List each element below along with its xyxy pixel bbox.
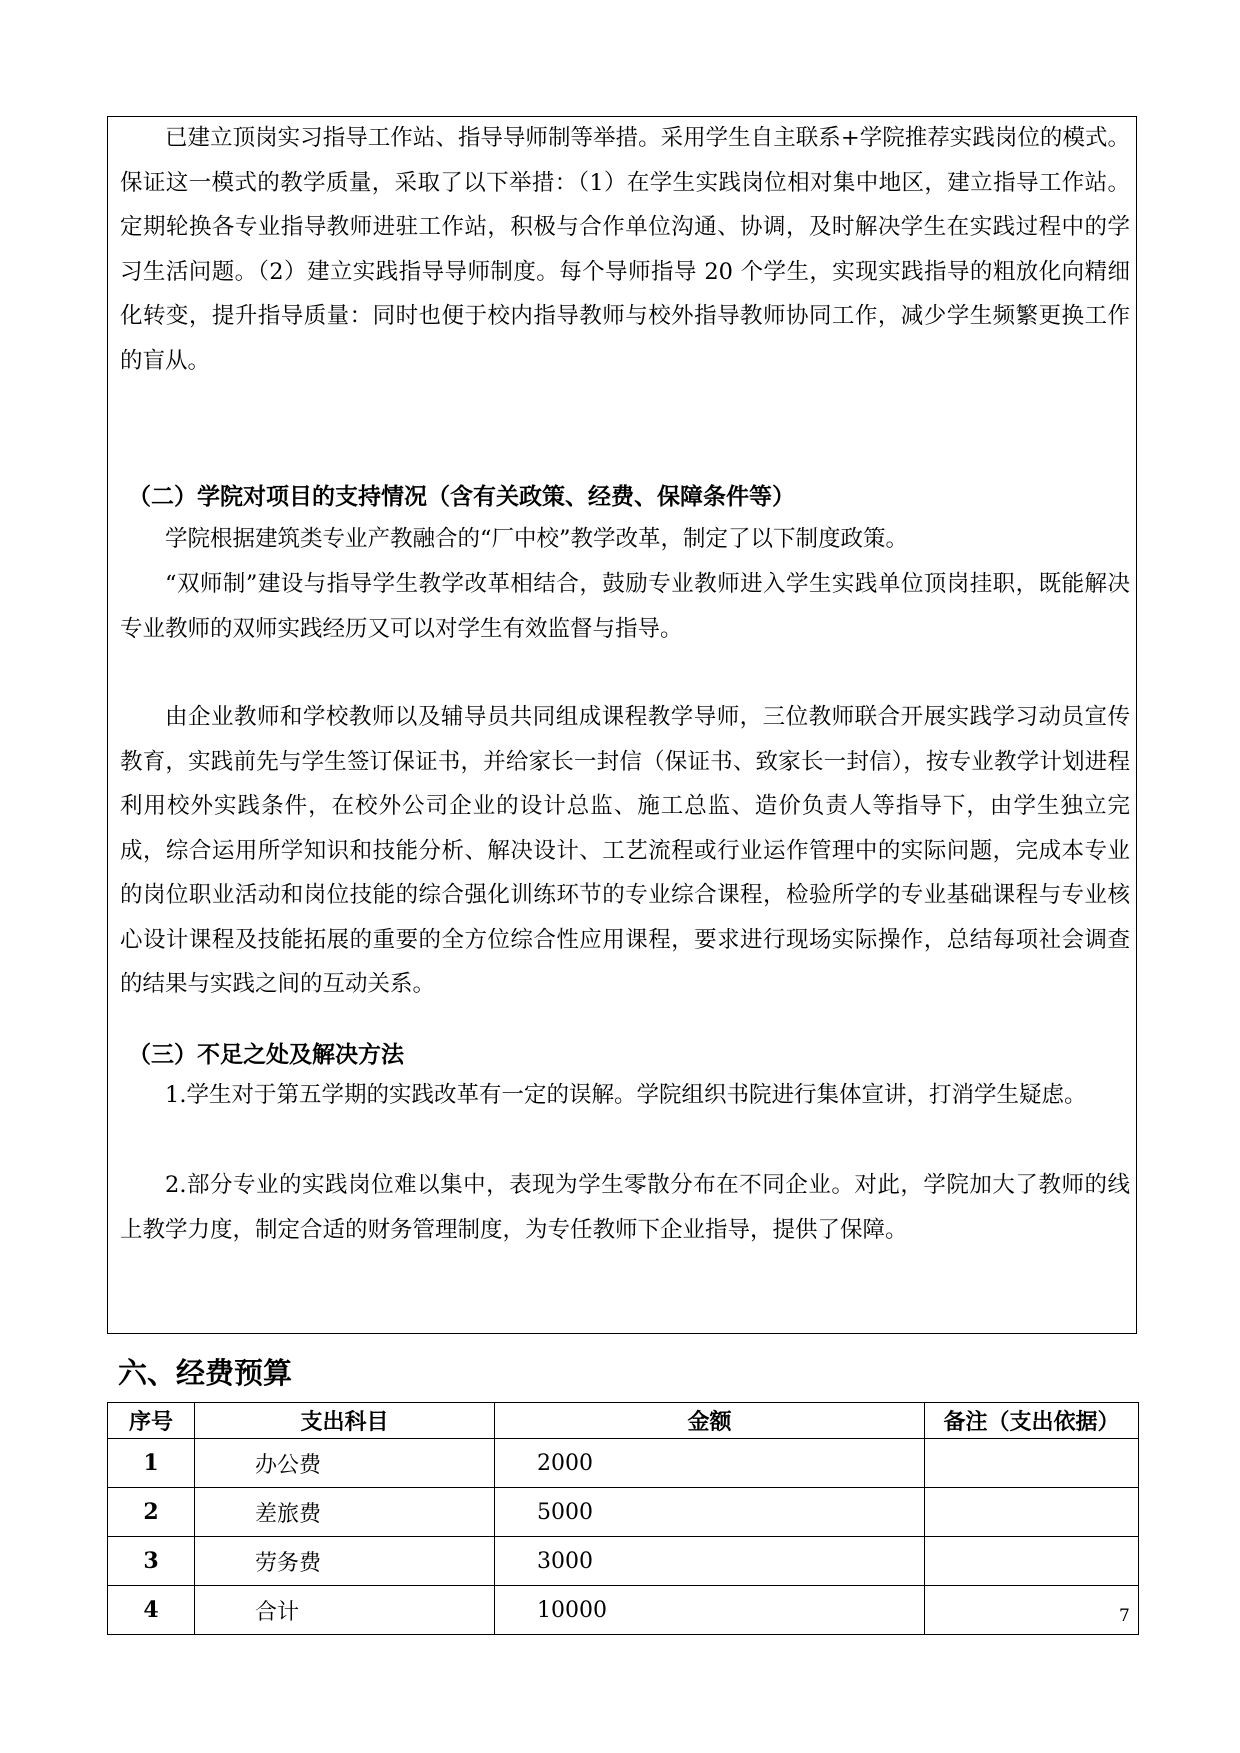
- budget-table: [107, 1402, 1139, 1635]
- header-index: 序号: [108, 1403, 195, 1439]
- row-item: 劳务费: [195, 1537, 495, 1586]
- paragraph-course-mentors: 由企业教师和学校教师以及辅导员共同组成课程教学导师，三位教师联合开展实践学习动员宣传教育，实践前先与学生签订保证书，并给家长一封信（保证书、致家长一封信），按专业教学计划进程利用校外实践条件，在校外公司企业的设计总监、施工总监、造价负责人等指导下，由学生独立完成，综合运用所学知识和技能分析、解决设计、工艺流程或行业运作管理中的实际问题，完成本专业的岗位职业活动和岗位技能的综合强化训练环节的专业综合课程，检验所学的专业基础课程与专业核心设计课程及技能拓展的重要的全方位综合性应用课程，要求进行现场实际操作，总结每项社会调查的结果与实践之间的互动关系。: [120, 704, 1130, 997]
- row-amount: 10000: [495, 1586, 925, 1635]
- row-amount: 5000: [495, 1488, 925, 1537]
- header-amount: 金额: [495, 1403, 925, 1439]
- paragraph-practice-measures: 已建立顶岗实习指导工作站、指导导师制等举措。采用学生自主联系+学院推荐实践岗位的模式。保证这一模式的教学质量，采取了以下举措：（1）在学生实践岗位相对集中地区，建立指导工作站。定期轮换各专业指导教师进驻工作站，积极与合作单位沟通、协调，及时解决学生在实践过程中的学习生活问题。（2）建立实践指导导师制度。每个导师指导 20 个学生，实现实践指导的粗放化向精细化转变，提升指导质量：同时也便于校内指导教师与校外指导教师协同工作，减少学生频繁更换工作的盲从。: [120, 125, 1130, 374]
- row-item: 合计: [195, 1586, 495, 1635]
- row-index: 1: [108, 1439, 195, 1488]
- table-row: [108, 1537, 1139, 1586]
- header-note: 备注（支出依据）: [925, 1403, 1139, 1439]
- table-header-row: [108, 1403, 1139, 1439]
- row-index: 3: [108, 1537, 195, 1586]
- paragraph-policy-intro: 学院根据建筑类专业产教融合的“厂中校”教学改革，制定了以下制度政策。: [165, 526, 909, 552]
- table-row: [108, 1488, 1139, 1537]
- paragraph-shortcoming-2: 2.部分专业的实践岗位难以集中，表现为学生零散分布在不同企业。对此，学院加大了教师的线上教学力度，制定合适的财务管理制度，为专任教师下企业指导，提供了保障。: [120, 1172, 1130, 1243]
- row-note: [925, 1439, 1139, 1488]
- row-note: [925, 1586, 1139, 1635]
- row-note: [925, 1488, 1139, 1537]
- header-item: 支出科目: [195, 1403, 495, 1439]
- section-title-budget: 六、经费预算: [118, 1356, 293, 1390]
- paragraph-shortcoming-1: 1.学生对于第五学期的实践改革有一定的误解。学院组织书院进行集体宣讲，打消学生疑虑。: [165, 1082, 1087, 1108]
- row-amount: 2000: [495, 1439, 925, 1488]
- row-item: 差旅费: [195, 1488, 495, 1537]
- paragraph-dual-teacher: “双师制”建设与指导学生教学改革相结合，鼓励专业教师进入学生实践单位顶岗挂职，既能解决专业教师的双师实践经历又可以对学生有效监督与指导。: [120, 571, 1130, 642]
- heading-shortcomings: （三）不足之处及解决方法: [128, 1042, 404, 1068]
- row-amount: 3000: [495, 1537, 925, 1586]
- table-row: [108, 1439, 1139, 1488]
- heading-college-support: （二）学院对项目的支持情况（含有关政策、经费、保障条件等）: [128, 484, 795, 510]
- row-index: 4: [108, 1586, 195, 1635]
- row-index: 2: [108, 1488, 195, 1537]
- table-row: [108, 1586, 1139, 1635]
- row-note: [925, 1537, 1139, 1586]
- row-item: 办公费: [195, 1439, 495, 1488]
- page-number: 7: [1119, 1606, 1130, 1626]
